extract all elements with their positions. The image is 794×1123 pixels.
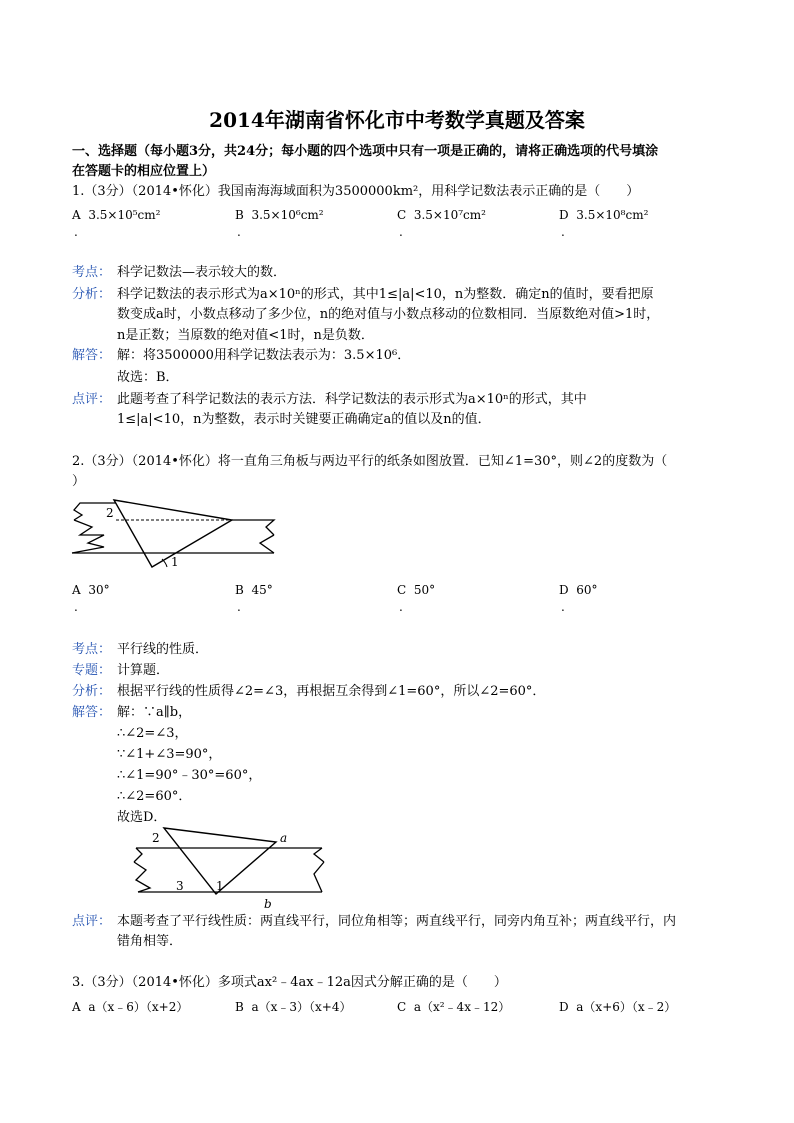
option-text: 3.5×10⁵cm² xyxy=(88,208,161,222)
q2-jieda-line4: ∴∠1=90°﹣30°=60°， xyxy=(117,768,262,783)
q2-kaodian-label: 考点： xyxy=(72,642,112,657)
option-letter: D xyxy=(559,208,569,222)
option-text: 3.5×10⁶cm² xyxy=(251,208,324,222)
option-dot: . xyxy=(237,600,241,614)
option-text: 45° xyxy=(251,583,273,597)
q2-dianping-line1: 本题考查了平行线性质：两直线平行，同位角相等；两直线平行，同旁内角互补；两直线平行，内 xyxy=(117,914,677,929)
strip-right-jag xyxy=(260,535,274,553)
q2-option-c xyxy=(397,580,435,600)
q3-option-c xyxy=(397,997,510,1017)
option-dot: . xyxy=(74,600,78,614)
strip-right-top xyxy=(314,848,324,862)
q1-option-a xyxy=(72,205,160,225)
q3-option-b xyxy=(235,997,351,1017)
section-heading-line1: 一、选择题（每小题3分，共24分；每小题的四个选项中只有一项是正确的，请将正确选项的代号填涂 xyxy=(72,144,659,159)
option-letter: A xyxy=(72,583,81,597)
option-text: a（x+6）（x﹣2） xyxy=(576,1000,677,1014)
option-letter: B xyxy=(235,208,244,222)
q2-zhuanti: 计算题． xyxy=(117,663,170,678)
q2-jieda-line5: ∴∠2=60°． xyxy=(117,789,192,804)
strip-left-jag xyxy=(72,520,104,553)
q3-option-a xyxy=(72,997,188,1017)
q1-kaodian: 科学记数法—表示较大的数． xyxy=(117,265,287,280)
q3-option-d xyxy=(559,997,676,1017)
option-letter: D xyxy=(559,1000,569,1014)
q2-figure-triangle-strip xyxy=(70,495,280,575)
q1-fenxi-label: 分析： xyxy=(72,287,112,302)
q1-stem: 1.（3分）（2014•怀化）我国南海海域面积为3500000km²，用科学记数法表示正确的是（ ） xyxy=(72,184,640,199)
angle-2-label: 2 xyxy=(106,506,114,520)
q2-solution-figure xyxy=(128,826,338,910)
option-letter: B xyxy=(235,583,244,597)
option-text: 30° xyxy=(88,583,110,597)
option-text: 3.5×10⁷cm² xyxy=(413,208,486,222)
q2-jieda-line1: 解：∵a∥b， xyxy=(117,705,192,720)
option-text: a（x﹣3）（x+4） xyxy=(251,1000,352,1014)
q1-fenxi-line3: n是正数；当原数的绝对值<1时，n是负数． xyxy=(117,328,374,343)
q1-kaodian-label: 考点： xyxy=(72,265,112,280)
section-heading-line2: 在答题卡的相应位置上） xyxy=(72,164,216,179)
q1-option-d xyxy=(559,205,648,225)
q2-stem-line1: 2.（3分）（2014•怀化）将一直角三角板与两边平行的纸条如图放置．已知∠1=30°，则∠2的度数为（ xyxy=(72,454,668,469)
q1-dianping-line2: 1≤|a|<10，n为整数，表示时关键要正确确定a的值以及n的值． xyxy=(117,412,491,427)
q2-jieda-line2: ∴∠2=∠3， xyxy=(117,726,188,741)
angle-1-label: 1 xyxy=(216,879,224,893)
angle-1-label: 1 xyxy=(171,555,179,569)
q2-option-b xyxy=(235,580,273,600)
option-dot: . xyxy=(561,225,565,239)
q2-dianping-line2: 错角相等． xyxy=(117,934,183,949)
q1-dianping-line1: 此题考查了科学记数法的表示方法．科学记数法的表示形式为a×10ⁿ的形式，其中 xyxy=(117,392,587,407)
strip-bottom-edge xyxy=(72,531,100,553)
q1-dianping-label: 点评： xyxy=(72,392,112,407)
strip-left-jag xyxy=(134,862,150,892)
q2-fenxi: 根据平行线的性质得∠2=∠3，再根据互余得到∠1=60°，所以∠2=60°． xyxy=(117,684,546,699)
q2-dianping-label: 点评： xyxy=(72,914,112,929)
angle-3-label: 3 xyxy=(176,879,184,893)
option-letter: C xyxy=(397,1000,407,1014)
option-letter: A xyxy=(72,208,81,222)
q2-option-d xyxy=(559,580,598,600)
line-b-label: b xyxy=(264,897,272,911)
option-text: 60° xyxy=(576,583,598,597)
option-text: 50° xyxy=(413,583,436,597)
option-dot: . xyxy=(237,225,241,239)
q1-fenxi-line1: 科学记数法的表示形式为a×10ⁿ的形式，其中1≤|a|<10，n为整数．确定n的值时，要看把原 xyxy=(117,287,654,302)
q1-fenxi-line2: 数变成a时，小数点移动了多少位，n的绝对值与小数点移动的位数相同．当原数绝对值>1时， xyxy=(117,307,660,322)
option-dot: . xyxy=(74,225,78,239)
page-title: 2014年湖南省怀化市中考数学真题及答案 xyxy=(209,108,585,132)
strip-right-jag xyxy=(314,862,324,892)
option-dot: . xyxy=(399,600,403,614)
q1-jieda-line1: 解：将3500000用科学记数法表示为：3.5×10⁶． xyxy=(117,348,411,363)
option-letter: B xyxy=(235,1000,244,1014)
option-text: 3.5×10⁸cm² xyxy=(576,208,649,222)
option-letter: A xyxy=(72,1000,81,1014)
q2-option-a xyxy=(72,580,110,600)
q2-stem-line2: ） xyxy=(72,474,86,489)
option-dot: . xyxy=(561,600,565,614)
q2-jieda-line3: ∵∠1+∠3=90°， xyxy=(117,747,222,762)
q2-jieda-label: 解答： xyxy=(72,705,112,720)
q2-zhuanti-label: 专题： xyxy=(72,663,112,678)
q2-kaodian: 平行线的性质． xyxy=(117,642,209,657)
strip-top-left xyxy=(134,848,142,862)
option-text: a（x²﹣4x﹣12） xyxy=(413,1000,511,1014)
option-letter: C xyxy=(397,208,407,222)
q1-option-b xyxy=(235,205,324,225)
q1-jieda-label: 解答： xyxy=(72,348,112,363)
angle-2-label: 2 xyxy=(152,831,160,845)
option-letter: D xyxy=(559,583,569,597)
line-a-label: a xyxy=(280,831,288,845)
q2-jieda-line6: 故选D． xyxy=(117,810,167,825)
strip-right-edge-top xyxy=(232,520,274,535)
q2-fenxi-label: 分析： xyxy=(72,684,112,699)
q3-stem: 3.（3分）（2014•怀化）多项式ax²﹣4ax﹣12a因式分解正确的是（ ） xyxy=(72,975,507,990)
option-dot: . xyxy=(399,225,403,239)
option-letter: C xyxy=(397,583,407,597)
q1-jieda-line2: 故选：B． xyxy=(117,370,179,385)
q1-option-c xyxy=(397,205,486,225)
option-text: a（x﹣6）（x+2） xyxy=(88,1000,189,1014)
